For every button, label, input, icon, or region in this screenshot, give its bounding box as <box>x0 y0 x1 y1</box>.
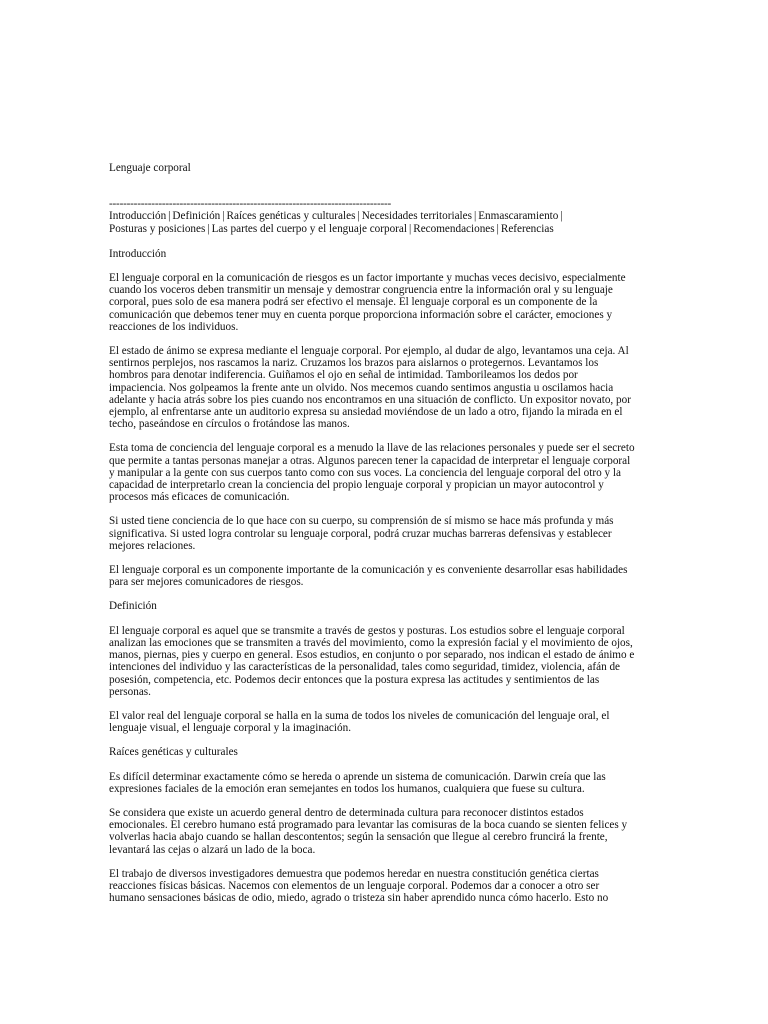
horizontal-rule: -------------------------------------------------------------------------------- <box>109 198 392 211</box>
document-title: Lenguaje corporal <box>109 162 191 174</box>
paragraph: El estado de ánimo se expresa mediante el lenguaje corporal. Por ejemplo, al dudar de algo, levantamos una ceja. Al sentirnos perplejos, nos rascamos la nariz. Cruzamos los brazos para aislarnos o protegernos. Levantamos los hombros para denotar indiferencia. Guiñamos el ojo en señal de intimidad. Tamborileamos los dedos por impaciencia. Nos golpeamos la frente ante un olvido. Nos mecemos cuando sentimos angustia u oscilamos hacia adelante y hacia atrás sobre los pies cuando nos encontramos en una situación de conflicto. Un expositor novato, por ejemplo, al enfrentarse ante un auditorio expresa su ansiedad moviéndose de un lado a otro, fijando la mirada en el techo, paseándose en círculos o frotándose las manos. <box>109 345 631 431</box>
nav-separator: | <box>207 222 210 235</box>
nav-separator: | <box>473 210 477 223</box>
paragraph: El trabajo de diversos investigadores demuestra que podemos heredar en nuestra constitución genética ciertas reacciones físicas básicas. Nacemos con elementos de un lenguaje corporal. Podemos dar a conocer a otro ser humano sensaciones básicas de odio, miedo, agrado o tristeza sin haber aprendido nunca cómo hacerlo. Esto no <box>109 867 609 905</box>
paragraph: El lenguaje corporal es un componente importante de la comunicación y es conveniente desarrollar esas habilidades para ser mejores comunicadores de riesgos. <box>109 564 628 589</box>
nav-link-necesidades[interactable]: Necesidades territoriales <box>361 210 472 223</box>
nav-link-definicion[interactable]: Definición <box>172 210 221 223</box>
nav-link-posturas[interactable]: Posturas y posiciones <box>109 222 206 235</box>
nav-separator: | <box>408 222 412 235</box>
nav-separator: | <box>222 210 225 223</box>
section-heading-introduccion: Introducción <box>109 247 167 260</box>
paragraph: El lenguaje corporal en la comunicación de riesgos es un factor importante y muchas veces decisivo, especialmente cuando los voceros deben transmitir un mensaje y demostrar congruencia entre la información oral y su lenguaje corporal, pues solo de esa manera podrá ser efectivo el mensaje. El lenguaje corporal es un componente de la comunicación que debemos tener muy en cuenta porque proporciona información sobre el carácter, emociones y reacciones de los individuos. <box>109 272 626 333</box>
paragraph: Si usted tiene conciencia de lo que hace con su cuerpo, su comprensión de sí mismo se hace más profunda y más significativa. Si usted logra controlar su lenguaje corporal, podrá cruzar muchas barreras defensivas y establecer mejores relaciones. <box>109 515 614 552</box>
paragraph: Se considera que existe un acuerdo general dentro de determinada cultura para reconocer distintos estados emocionales. El cerebro humano está programado para levantar las comisuras de la boca cuando se sienten felices y volverlas hacia abajo cuando se hallan descontentos; según la sensación que llegue al cerebro fruncirá la frente, levantará las cejas o alzará un lado de la boca. <box>109 806 628 856</box>
nav-link-raices[interactable]: Raíces genéticas y culturales <box>226 210 356 223</box>
section-heading-raices: Raíces genéticas y culturales <box>109 746 238 759</box>
nav-separator: | <box>496 222 499 235</box>
nav-link-introduccion[interactable]: Introducción <box>109 210 167 223</box>
section-heading-definicion: Definición <box>109 600 157 613</box>
nav-link-recomendaciones[interactable]: Recomendaciones <box>413 222 495 235</box>
paragraph: El valor real del lenguaje corporal se halla en la suma de todos los niveles de comunicación del lenguaje oral, el lenguaje visual, el lenguaje corporal y la imaginación. <box>109 709 610 735</box>
nav-link-partes-cuerpo[interactable]: Las partes del cuerpo y el lenguaje corporal <box>211 222 407 235</box>
nav-link-referencias[interactable]: Referencias <box>500 222 554 235</box>
nav-separator: | <box>357 210 360 223</box>
document-page <box>109 162 635 916</box>
paragraph: Es difícil determinar exactamente cómo se hereda o aprende un sistema de comunicación. Darwin creía que las expresiones faciales de la emoción eran semejantes en todos los humanos, cualquiera que fuese su cultura. <box>109 770 606 795</box>
section-nav <box>109 210 635 234</box>
paragraph: Esta toma de conciencia del lenguaje corporal es a menudo la llave de las relaciones personales y puede ser el secreto que permite a tantas personas manejar a otras. Algunos parecen tener la capacidad de interpretar el lenguaje corporal y manipular a la gente con sus cuerpos tanto como con sus voces. La conciencia del lenguaje corporal del otro y la capacidad de interpretarlo crean la conciencia del propio lenguaje corporal y propician un mayor autocontrol y procesos más eficaces de comunicación. <box>109 442 635 504</box>
paragraph: El lenguaje corporal es aquel que se transmite a través de gestos y posturas. Los estudios sobre el lenguaje corporal analizan las emociones que se transmiten a través del movimiento, como la expresión facial y el movimiento de ojos, manos, piernas, pies y cuerpo en general. Esos estudios, en conjunto o por separado, nos indican el estado de ánimo e intenciones del individuo y las características de la personalidad, tales como seguridad, timidez, violencia, afán de posesión, competencia, etc. Podemos decir entonces que la postura expresa las actitudes y sentimientos de las personas. <box>109 624 635 698</box>
nav-separator: | <box>168 210 171 223</box>
nav-link-enmascaramiento[interactable]: Enmascaramiento <box>478 210 559 223</box>
nav-separator: | <box>560 210 563 223</box>
